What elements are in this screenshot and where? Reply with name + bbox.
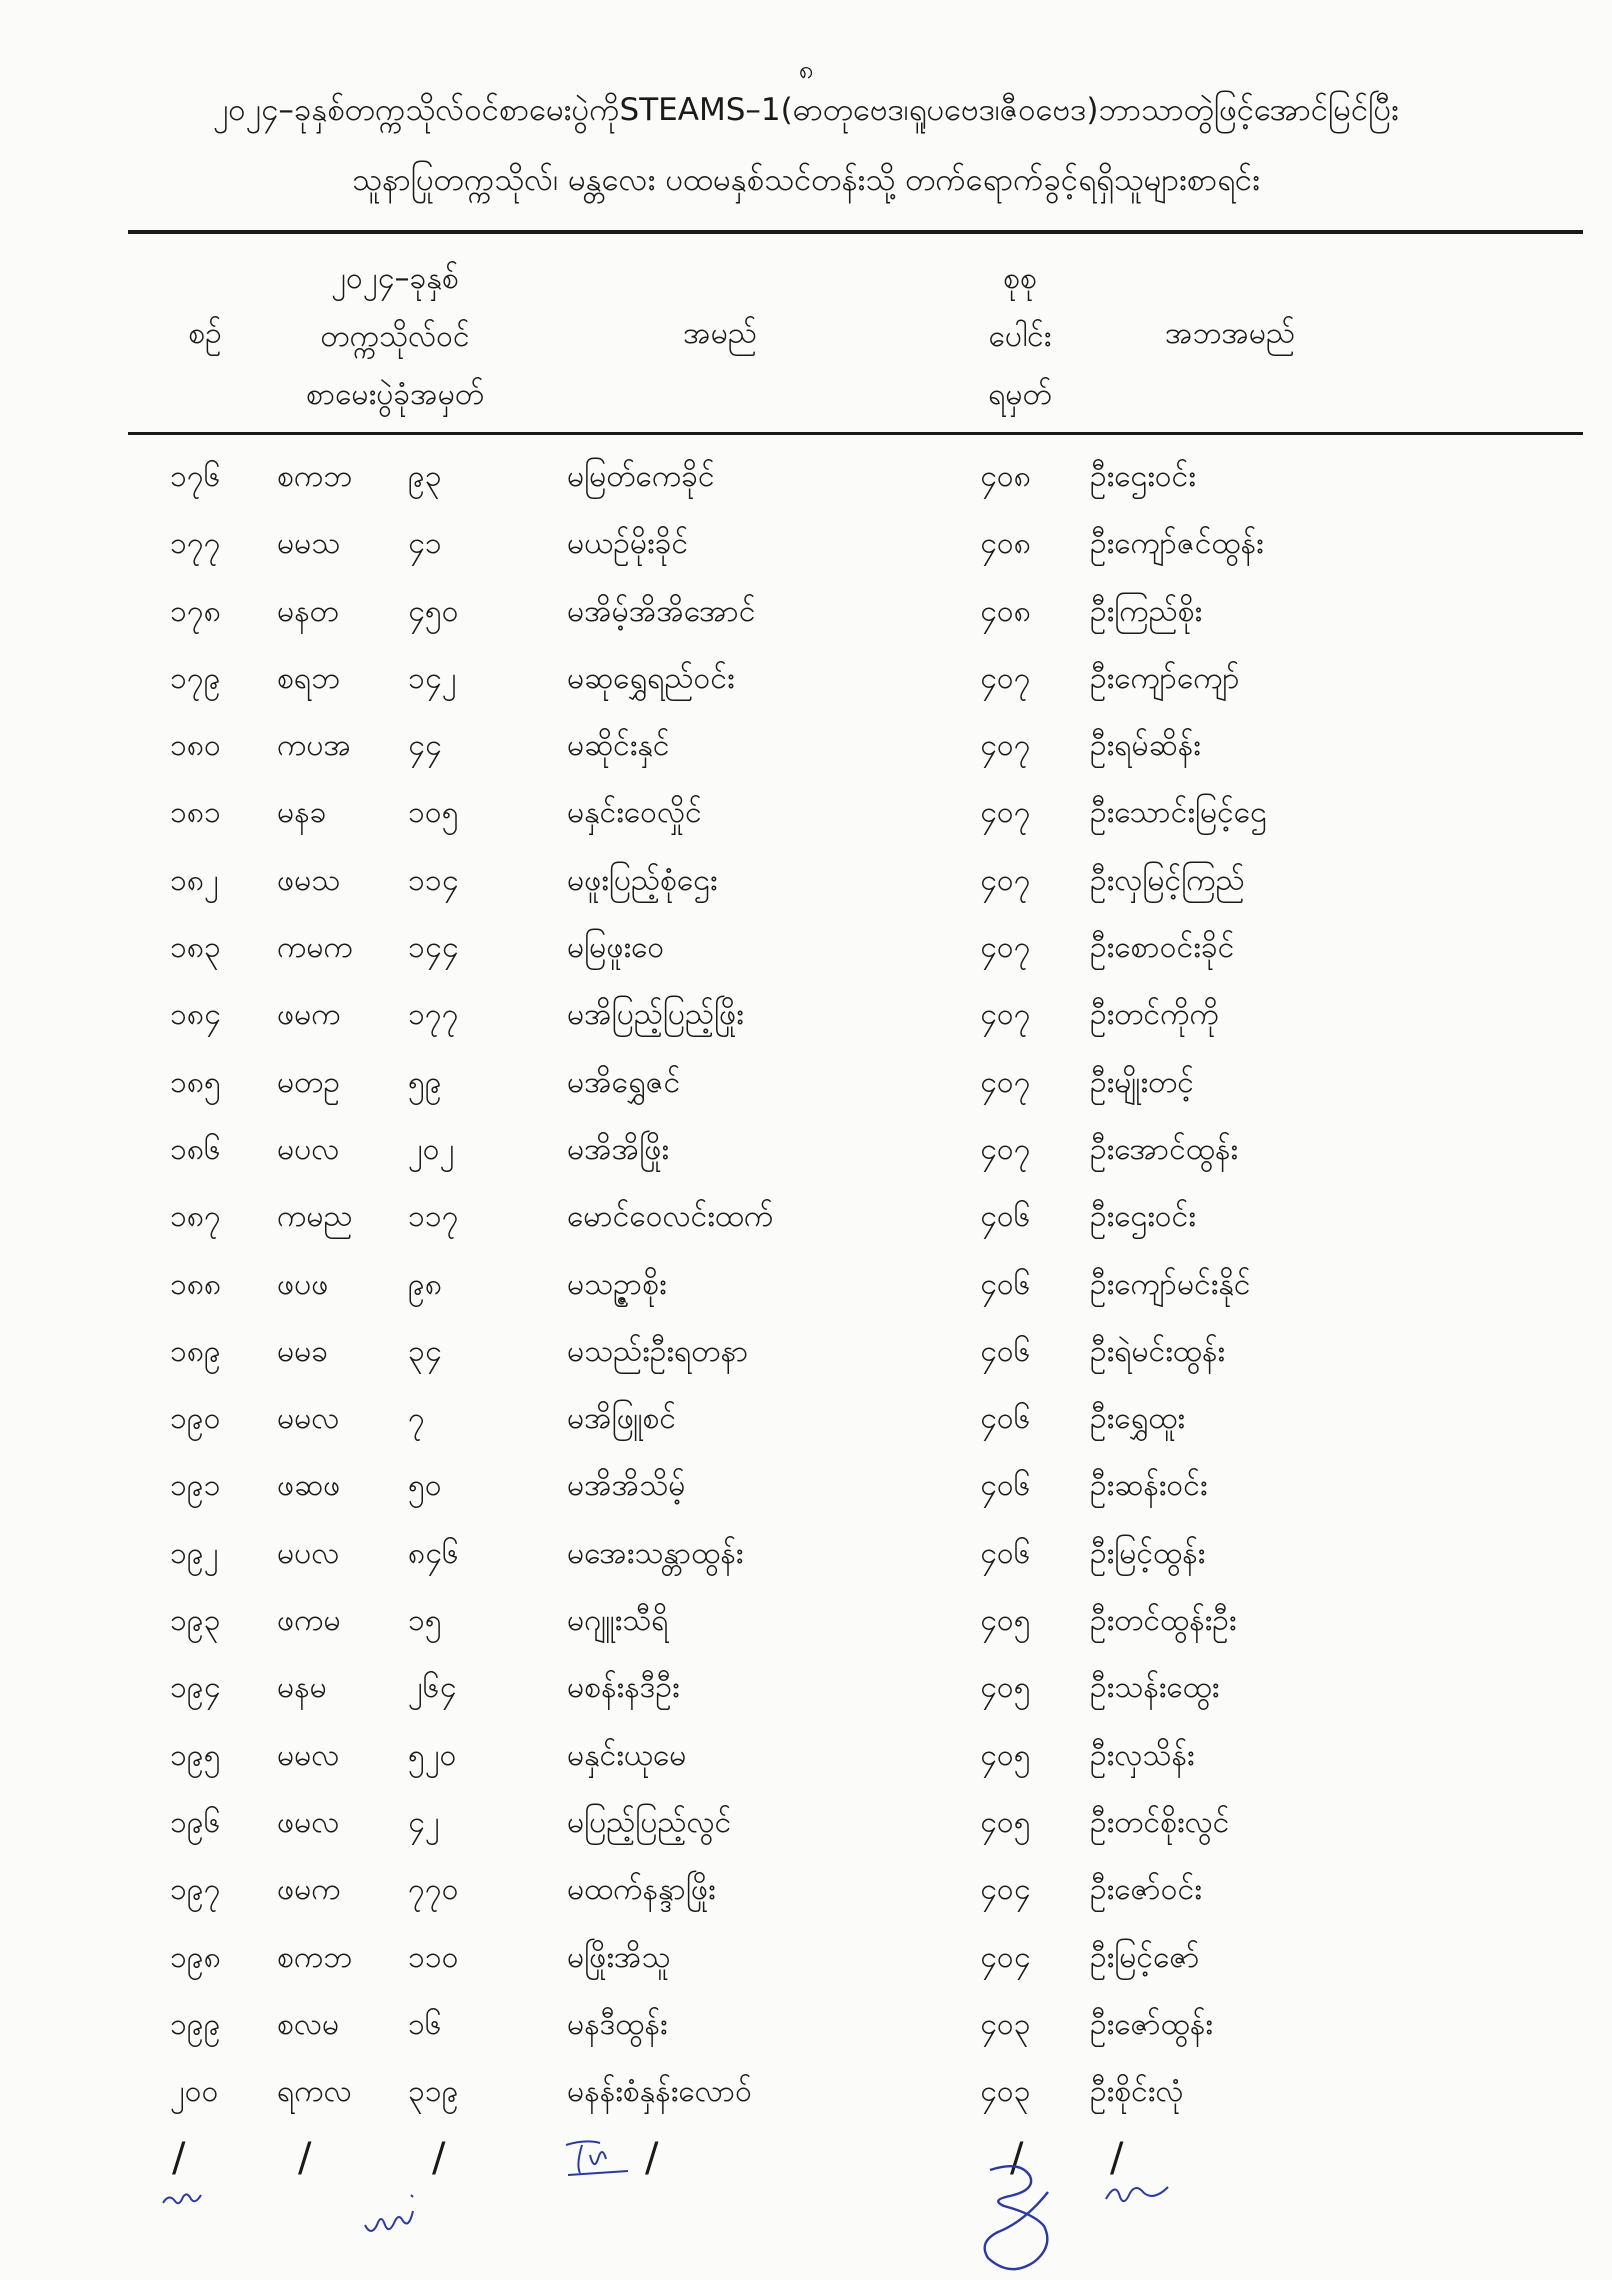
signature-marks <box>0 2135 1612 2181</box>
total-score: ၄၀၈ <box>980 593 1031 629</box>
slash-mark: / <box>1110 2135 1124 2181</box>
table-row <box>0 1184 1612 1251</box>
father-name: ဦးမြင့်ထွန်း <box>1090 1535 1206 1571</box>
table-row <box>0 1252 1612 1319</box>
initials-signature-3 <box>560 2135 640 2185</box>
exam-number: ၁၆ <box>408 2006 442 2042</box>
serial-number: ၁၈၆ <box>170 1131 221 1167</box>
serial-number: ၁၈၉ <box>170 1333 221 1369</box>
exam-code: မမခ <box>277 1333 329 1369</box>
exam-number: ၂၆၄ <box>408 1670 457 1706</box>
serial-number: ၁၈၂ <box>170 862 219 898</box>
header-father-name: အဘအမည် <box>1164 316 1296 351</box>
serial-number: ၁၈၈ <box>170 1266 222 1302</box>
father-name: ဦးစိုင်းလုံ <box>1090 2074 1184 2110</box>
student-name: မအိပြည့်ပြည့်ဖြိုး <box>567 997 744 1033</box>
header-score-line-3: ရမှတ် <box>988 377 1052 412</box>
table-row <box>0 915 1612 982</box>
initials-signature-1 <box>155 2175 215 2215</box>
exam-code: ဖမက <box>277 997 341 1033</box>
exam-code: မပလ <box>277 1131 340 1167</box>
exam-number: ၅၂၀ <box>408 1737 457 1773</box>
total-score: ၄၀၃ <box>980 2074 1031 2110</box>
table-row <box>0 646 1612 713</box>
father-name: ဦးကြည်စိုး <box>1090 593 1203 629</box>
father-name: ဦးဆန်းဝင်း <box>1090 1468 1208 1504</box>
father-name: ဦးတင်ကိုကို <box>1090 997 1219 1033</box>
student-name: မနှင်းယုမေ <box>567 1737 687 1773</box>
total-score: ၄၀၇ <box>980 862 1031 898</box>
exam-number: ၄၄ <box>408 728 442 764</box>
student-name: မအိအိဖြိုး <box>567 1131 670 1167</box>
total-score: ၄၀၇ <box>980 1131 1031 1167</box>
total-score: ၄၀၆ <box>980 1266 1031 1302</box>
exam-code: ဖမသ <box>277 862 341 898</box>
exam-number: ၄၁ <box>408 526 442 562</box>
serial-number: ၁၉၃ <box>170 1603 221 1639</box>
exam-code: ကပအ <box>277 728 352 764</box>
header-exam-line-1: ၂၀၂၄–ခုနှစ် <box>331 261 459 296</box>
father-name: ဦးလှမြင့်ကြည် <box>1090 862 1245 898</box>
total-score: ၄၀၆ <box>980 1333 1031 1369</box>
table-row <box>0 1925 1612 1992</box>
header-exam-line-3: စာမေးပွဲခုံအမှတ် <box>305 377 485 412</box>
exam-number: ၁၁၀ <box>408 1939 459 1975</box>
exam-code: ကမက <box>277 930 353 966</box>
student-name: မမြတ်ကေခိုင် <box>567 459 715 494</box>
exam-number: ၃၄ <box>408 1333 442 1369</box>
exam-number: ၁၁၄ <box>408 862 459 898</box>
student-name: မနဒီထွန်း <box>567 2006 668 2042</box>
father-name: ဦးအောင်ထွန်း <box>1090 1131 1239 1167</box>
student-name: မပြည့်ပြည့်လွင် <box>567 1804 732 1840</box>
father-name: ဦးစောဝင်းခိုင် <box>1090 930 1235 966</box>
total-score: ၄၀၃ <box>980 2006 1031 2042</box>
father-name: ဦးသောင်းမြင့်ဌေ <box>1090 795 1267 831</box>
header-serial: စဉ် <box>188 316 222 351</box>
exam-code: မပလ <box>277 1535 340 1571</box>
table-row <box>0 511 1612 578</box>
serial-number: ၁၈၁ <box>170 795 221 831</box>
total-score: ၄၀၇ <box>980 728 1031 764</box>
document-title-line-1: ၂၀၂၄–ခုနှစ်တက္ကသိုလ်ဝင်စာမေးပွဲကိုSTEAMS–1(ဓာတုဗေဒ၊ရူပဗေဒ၊ဇီဝဗေဒ)ဘာသာတွဲဖြင့်အောင်မြင်ပြီး <box>213 92 1399 128</box>
document-title-line-2: သူနာပြုတက္ကသိုလ်၊ မန္တလေး ပထမနှစ်သင်တန်းသို့ တက်ရောက်ခွင့်ရရှိသူများစာရင်း <box>352 162 1260 198</box>
exam-code: ဖကမ <box>277 1603 341 1639</box>
exam-number: ၉၈ <box>408 1266 443 1302</box>
exam-number: ၁၁၇ <box>408 1199 459 1235</box>
total-score: ၄၀၇ <box>980 1064 1031 1100</box>
exam-code: စကဘ <box>277 459 353 494</box>
serial-number: ၁၇၈ <box>170 593 221 629</box>
total-score: ၄၀၇ <box>980 930 1031 966</box>
father-name: ဦးရွှေထူး <box>1090 1401 1185 1437</box>
father-name: ဦးရမ်ဆိန်း <box>1090 728 1201 764</box>
table-row <box>0 1655 1612 1722</box>
exam-code: မမလ <box>277 1401 340 1437</box>
exam-number: ၁၀၅ <box>408 795 459 831</box>
slash-mark: / <box>432 2135 446 2181</box>
table-row <box>0 1588 1612 1655</box>
father-name: ဦးတင်စိုးလွင် <box>1090 1804 1230 1840</box>
exam-code: မမလ <box>277 1737 340 1773</box>
exam-code: မနခ <box>277 795 327 831</box>
table-row <box>0 1521 1612 1588</box>
total-score: ၄၀၇ <box>980 660 1031 696</box>
exam-number: ၂၀၂ <box>408 1131 455 1167</box>
exam-number: ၇၇၀ <box>408 1872 459 1908</box>
student-name: မဆိုင်းနှင် <box>567 728 670 764</box>
table-row <box>0 1790 1612 1857</box>
serial-number: ၁၇၉ <box>170 660 221 696</box>
exam-number: ၄၅၀ <box>408 593 459 629</box>
header-exam-seat <box>255 250 535 424</box>
student-name: မဖူးပြည့်စုံဌေး <box>567 862 718 898</box>
slash-mark: / <box>645 2135 659 2181</box>
father-name: ဦးကျော်မင်းနိုင် <box>1090 1266 1251 1302</box>
table-row <box>0 444 1612 511</box>
slash-mark: / <box>172 2135 186 2181</box>
header-top-rule <box>128 230 1583 234</box>
table-row <box>0 982 1612 1049</box>
header-total-score <box>940 250 1100 424</box>
exam-number: ၄၂ <box>408 1804 440 1840</box>
exam-number: ၇ <box>408 1401 425 1437</box>
father-name: ဦးလှသိန်း <box>1090 1737 1195 1773</box>
student-name: မအိရွှေဇင် <box>567 1064 681 1100</box>
serial-number: ၁၈၄ <box>170 997 221 1033</box>
total-score: ၄၀၅ <box>980 1670 1031 1706</box>
table-row <box>0 2059 1612 2126</box>
exam-code: ဖမလ <box>277 1804 340 1840</box>
exam-code: မမသ <box>277 526 341 562</box>
total-score: ၄၀၆ <box>980 1468 1031 1504</box>
student-name: မစန်းနဒီဦး <box>567 1670 680 1706</box>
page-number: ၈ <box>798 55 814 85</box>
header-exam-line-2: တက္ကသိုလ်ဝင် <box>320 319 470 354</box>
serial-number: ၂၀၀ <box>170 2074 219 2110</box>
table-row <box>0 1992 1612 2059</box>
header-bottom-rule <box>128 432 1583 435</box>
table-row <box>0 1117 1612 1184</box>
serial-number: ၁၉၇ <box>170 1872 221 1908</box>
serial-number: ၁၈၅ <box>170 1064 221 1100</box>
serial-number: ၁၇၆ <box>170 459 221 494</box>
table-row <box>0 1319 1612 1386</box>
student-name: မဖြိုးအိသူ <box>567 1939 671 1975</box>
total-score: ၄၀၅ <box>980 1804 1031 1840</box>
table-row <box>0 1453 1612 1520</box>
exam-code: ဖမက <box>277 1872 341 1908</box>
father-name: ဦးတင်ထွန်းဦး <box>1090 1603 1237 1639</box>
initials-signature-4 <box>970 2150 1080 2275</box>
exam-number: ၅၉ <box>408 1064 442 1100</box>
serial-number: ၁၉၄ <box>170 1670 221 1706</box>
student-name: မမြဖူးဝေ <box>567 930 665 966</box>
header-name: အမည် <box>683 316 757 351</box>
student-name: မသဥ္ဇာစိုး <box>567 1266 667 1302</box>
header-score-line-2: ပေါင်း <box>988 319 1052 354</box>
serial-number: ၁၈၀ <box>170 728 221 764</box>
table-row <box>0 1386 1612 1453</box>
exam-code: မနတ <box>277 593 339 629</box>
father-name: ဦးကျော်ကျော် <box>1090 660 1240 696</box>
serial-number: ၁၉၅ <box>170 1737 221 1773</box>
student-name: မအိအိသိမ့် <box>567 1468 686 1504</box>
father-name: ဦးဇော်ဝင်း <box>1090 1872 1202 1908</box>
total-score: ၄၀၇ <box>980 997 1031 1033</box>
table-row <box>0 848 1612 915</box>
table-row <box>0 1050 1612 1117</box>
total-score: ၄၀၈ <box>980 526 1031 562</box>
serial-number: ၁၉၉ <box>170 2006 221 2042</box>
total-score: ၄၀၆ <box>980 1199 1031 1235</box>
father-name: ဦးဇော်ထွန်း <box>1090 2006 1213 2042</box>
table-row <box>0 579 1612 646</box>
exam-number: ၁၄၂ <box>408 660 457 696</box>
exam-code: စလမ <box>277 2006 340 2042</box>
father-name: ဦးကျော်ဇင်ထွန်း <box>1090 526 1264 562</box>
exam-code: ရကလ <box>277 2074 352 2110</box>
student-name: မနန်းစံနှန်းလောဝ် <box>567 2074 752 2110</box>
exam-code: ကမည <box>277 1199 353 1235</box>
exam-code: ဖပဖ <box>277 1266 329 1302</box>
student-name: မယဉ်မိုးခိုင် <box>567 526 689 562</box>
student-name: မသည်းဦးရတနာ <box>567 1333 749 1369</box>
student-name: မဆုရွှေရည်ဝင်း <box>567 660 735 696</box>
student-name: မအိမ့်အိအိအောင် <box>567 593 756 629</box>
father-name: ဦးဌေးဝင်း <box>1090 1199 1196 1235</box>
total-score: ၄၀၄ <box>980 1939 1031 1975</box>
student-name: မအေးသန္တာထွန်း <box>567 1535 744 1571</box>
table-row <box>0 1857 1612 1924</box>
header-score-line-1: စုစု <box>1003 261 1037 296</box>
exam-code: မတဥ <box>277 1064 340 1100</box>
table-row <box>0 780 1612 847</box>
father-name: ဦးသန်းထွေး <box>1090 1670 1220 1706</box>
exam-code: စကဘ <box>277 1939 353 1975</box>
total-score: ၄၀၈ <box>980 459 1031 494</box>
total-score: ၄၀၇ <box>980 795 1031 831</box>
exam-code: စရဘ <box>277 660 340 696</box>
exam-code: ဖဆဖ <box>277 1468 341 1504</box>
total-score: ၄၀၄ <box>980 1872 1031 1908</box>
serial-number: ၁၇၇ <box>170 526 221 562</box>
student-name: မအိဖြူစင် <box>567 1401 677 1437</box>
exam-number: ၅၀ <box>408 1468 442 1504</box>
exam-number: ၁၇၇ <box>408 997 459 1033</box>
serial-number: ၁၉၁ <box>170 1468 221 1504</box>
table-row <box>0 713 1612 780</box>
exam-number: ၈၄၆ <box>408 1535 459 1571</box>
total-score: ၄၀၆ <box>980 1401 1031 1437</box>
exam-number: ၁၅ <box>408 1603 442 1639</box>
serial-number: ၁၉၈ <box>170 1939 221 1975</box>
father-name: ဦးမျိုးတင့် <box>1090 1064 1194 1100</box>
total-score: ၄၀၅ <box>980 1603 1031 1639</box>
student-name: မောင်ဝေလင်းထက် <box>567 1199 774 1235</box>
exam-number: ၉၃ <box>408 459 442 494</box>
slash-mark: / <box>1010 2135 1024 2181</box>
exam-code: မနမ <box>277 1670 327 1706</box>
student-name: မဂျူးသီရိ <box>567 1603 669 1639</box>
table-row <box>0 1723 1612 1790</box>
exam-number: ၃၁၉ <box>408 2074 459 2110</box>
serial-number: ၁၈၃ <box>170 930 221 966</box>
exam-number: ၁၄၄ <box>408 930 459 966</box>
serial-number: ၁၈၇ <box>170 1199 221 1235</box>
student-table-body <box>0 444 1612 2126</box>
student-name: မထက်နန္ဒာဖြိုး <box>567 1872 716 1908</box>
father-name: ဦးရဲမင်းထွန်း <box>1090 1333 1226 1369</box>
father-name: ဦးဌေးဝင်း <box>1090 459 1196 494</box>
serial-number: ၁၉၂ <box>170 1535 219 1571</box>
serial-number: ၁၉၆ <box>170 1804 221 1840</box>
total-score: ၄၀၅ <box>980 1737 1031 1773</box>
total-score: ၄၀၆ <box>980 1535 1031 1571</box>
initials-signature-5 <box>1100 2165 1180 2215</box>
father-name: ဦးမြင့်ဇော် <box>1090 1939 1200 1975</box>
slash-mark: / <box>298 2135 312 2181</box>
initials-signature-2 <box>355 2175 435 2245</box>
serial-number: ၁၉၀ <box>170 1401 221 1437</box>
student-name: မနှင်းဝေလှိုင် <box>567 795 702 831</box>
